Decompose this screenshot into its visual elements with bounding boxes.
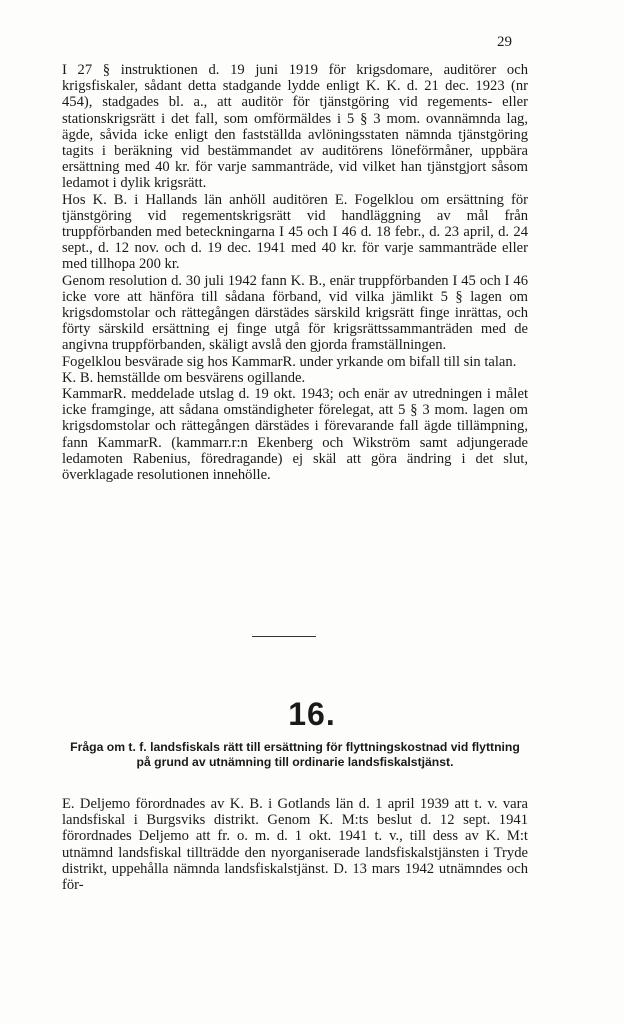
paragraph: KammarR. meddelade utslag d. 19 okt. 1943; och enär av utredningen i målet icke framginge, att sådana omständigheter förelegat, att 5 § 3 mom. lagen om krigsdomstolar och rättegången därstädes i förevarande fall ägde tillämpning, fann KammarR. (kammarr.r:n Ekenberg och Wikström samt adjungerade ledamoten Rabenius, föredragande) ej skäl att göra ändring i det slut, överklagade resolutionen innehölle. [62, 386, 528, 484]
paragraph: Hos K. B. i Hallands län anhöll auditören E. Fogelklou om ersättning för tjänstgöring vid regementskrigsrätt vid handläggning av mål från truppförbanden med beteckningarna I 45 och I 46 d. 18 febr., d. 23 april, d. 24 sept., d. 12 nov. och d. 19 dec. 1941 med 40 kr. för varje sammanträde eller med tillhopa 200 kr. [62, 191, 528, 273]
paragraph: Fogelklou besvärade sig hos KammarR. under yrkande om bifall till sin talan. [62, 353, 517, 370]
main-text-block [62, 62, 528, 483]
section-number: 16. [288, 696, 336, 732]
paragraph: I 27 § instruktionen d. 19 juni 1919 för krigsdomare, auditörer och krigsfiskaler, sådant detta stadgande lydde enligt K. K. d. 21 dec. 1923 (nr 454), stadgades bl. a., att auditör för tjänstgöring vid regements- eller stationskrigsrätt i det fall, som omförmäldes i 5 § 3 mom. ovannämnda lag, ägde, såvida icke enligt den fastställda avlöningsstaten nämnda tjänstgöring tagits i beräkning vid bestämmandet av auditörens löneförmåner, uppbära ersättning med 40 kr. för varje sammanträde, vid vilket han tjänstgjort såsom ledamot i dylik krigsrätt. [62, 62, 528, 192]
section-divider [252, 636, 316, 637]
section-heading: Fråga om t. f. landsfiskals rätt till ersättning för flyttningskostnad vid flyttning på grund av utnämning till ordinarie landsfiskalstjänst. [70, 740, 520, 769]
paragraph: K. B. hemställde om besvärens ogillande. [62, 369, 306, 386]
paragraph: Genom resolution d. 30 juli 1942 fann K. B., enär truppförbanden I 45 och I 46 icke vore att hänföra till sådana förband, vid vilka jämlikt 5 § lagen om krigsdomstolar och rättegången därstädes särskild krigsrätt finge inrättas, och förty särskild ersättning ej finge utgå för krigsrättssammanträden med de angivna truppförbanden, skäligt avslå den gjorda framställningen. [62, 272, 528, 354]
paragraph: E. Deljemo förordnades av K. B. i Gotlands län d. 1 april 1939 att t. v. vara landsfiskal i Burgsviks distrikt. Genom K. M:ts beslut d. 12 sept. 1941 förordnades Deljemo att fr. o. m. d. 1 okt. 1941 t. v., till dess av K. M:t utnämnd landsfiskal tillträdde den nyorganiserade landsfiskalstjänsten i Tryde distrikt, uppehålla nämnda landsfiskalstjänst. D. 13 mars 1942 utnämndes och för- [62, 796, 528, 894]
section-text-block [62, 796, 528, 893]
page-number: 29 [497, 34, 512, 50]
